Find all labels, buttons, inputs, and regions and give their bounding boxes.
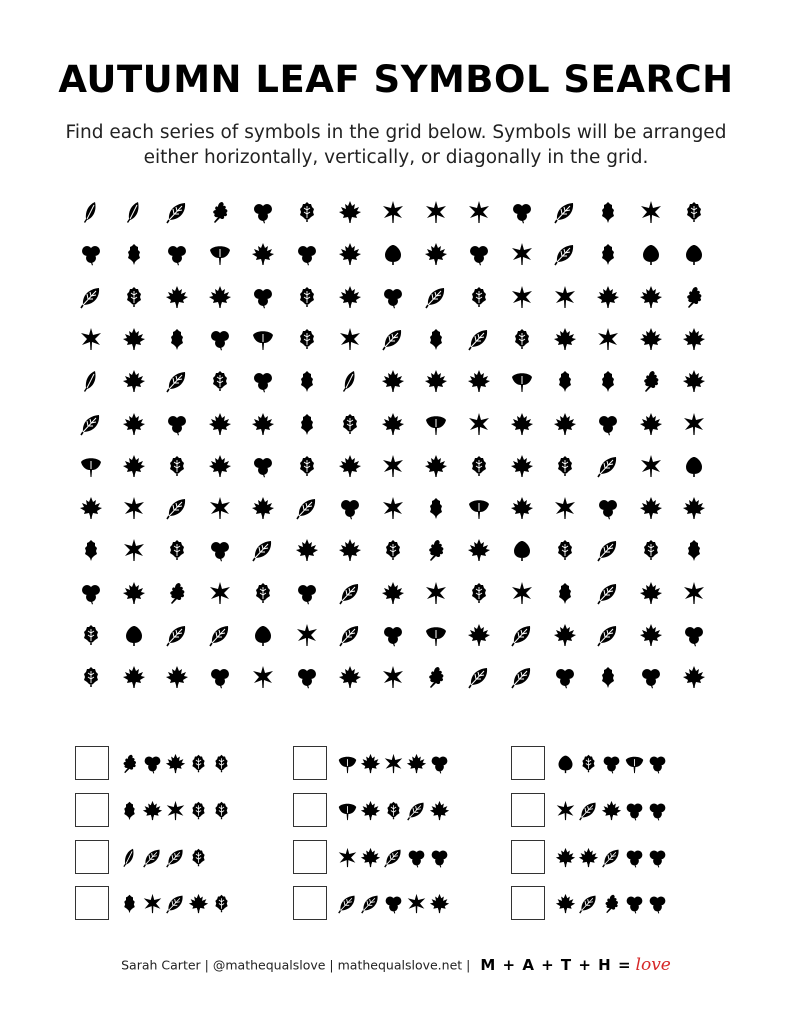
clover-leaf-icon xyxy=(596,496,620,520)
oak-leaf-icon xyxy=(165,581,189,605)
veined-leaf-icon xyxy=(596,454,620,478)
maple-leaf-icon xyxy=(424,369,448,393)
star-leaf-icon xyxy=(79,327,103,351)
maple-leaf-icon xyxy=(122,454,146,478)
clue-sequence xyxy=(337,800,452,822)
birch-leaf-icon xyxy=(165,538,189,562)
serrated-leaf-icon xyxy=(553,581,577,605)
birch-leaf-icon xyxy=(211,800,232,821)
maple-leaf-icon xyxy=(338,200,362,224)
footer-separator: | xyxy=(204,957,209,973)
veined-leaf-icon xyxy=(165,623,189,647)
clover-leaf-icon xyxy=(295,242,319,266)
serrated-leaf-icon xyxy=(596,665,620,689)
clover-leaf-icon xyxy=(510,200,534,224)
clue-sequence xyxy=(337,753,452,775)
birch-leaf-icon xyxy=(467,581,491,605)
maple-leaf-icon xyxy=(122,665,146,689)
star-leaf-icon xyxy=(467,412,491,436)
maple-leaf-icon xyxy=(122,412,146,436)
serrated-leaf-icon xyxy=(596,200,620,224)
clue-checkbox[interactable] xyxy=(293,886,327,920)
serrated-leaf-icon xyxy=(596,242,620,266)
clue-sequence xyxy=(555,753,670,775)
maple-leaf-icon xyxy=(682,327,706,351)
birch-leaf-icon xyxy=(165,454,189,478)
maple-leaf-icon xyxy=(467,369,491,393)
clue-checkbox[interactable] xyxy=(75,840,109,874)
veined-leaf-icon xyxy=(467,327,491,351)
maple-leaf-icon xyxy=(188,893,209,914)
clue-checkbox[interactable] xyxy=(511,886,545,920)
clover-leaf-icon xyxy=(429,753,450,774)
oak-leaf-icon xyxy=(601,893,622,914)
veined-leaf-icon xyxy=(338,623,362,647)
clue-checkbox[interactable] xyxy=(511,840,545,874)
veined-leaf-icon xyxy=(596,538,620,562)
birch-leaf-icon xyxy=(79,665,103,689)
aspen-leaf-icon xyxy=(122,623,146,647)
maple-leaf-icon xyxy=(122,581,146,605)
clover-leaf-icon xyxy=(624,893,645,914)
maple-leaf-icon xyxy=(142,800,163,821)
clue-checkbox[interactable] xyxy=(511,793,545,827)
veined-leaf-icon xyxy=(510,623,534,647)
birch-leaf-icon xyxy=(295,454,319,478)
star-leaf-icon xyxy=(424,200,448,224)
clover-leaf-icon xyxy=(208,327,232,351)
ginkgo-leaf-icon xyxy=(510,369,534,393)
birch-leaf-icon xyxy=(467,285,491,309)
maple-leaf-icon xyxy=(208,454,232,478)
birch-leaf-icon xyxy=(639,538,663,562)
maple-leaf-icon xyxy=(510,496,534,520)
oak-leaf-icon xyxy=(208,200,232,224)
star-leaf-icon xyxy=(295,623,319,647)
maple-leaf-icon xyxy=(251,496,275,520)
maple-leaf-icon xyxy=(381,581,405,605)
birch-leaf-icon xyxy=(295,285,319,309)
star-leaf-icon xyxy=(383,753,404,774)
clover-leaf-icon xyxy=(647,753,668,774)
feather-leaf-icon xyxy=(79,200,103,224)
clover-leaf-icon xyxy=(251,285,275,309)
maple-leaf-icon xyxy=(553,327,577,351)
veined-leaf-icon xyxy=(596,623,620,647)
ginkgo-leaf-icon xyxy=(208,242,232,266)
star-leaf-icon xyxy=(142,893,163,914)
maple-leaf-icon xyxy=(510,412,534,436)
star-leaf-icon xyxy=(555,800,576,821)
clue-sequence xyxy=(555,893,670,915)
ginkgo-leaf-icon xyxy=(624,753,645,774)
veined-leaf-icon xyxy=(383,847,404,868)
maple-leaf-icon xyxy=(338,665,362,689)
star-leaf-icon xyxy=(251,665,275,689)
maple-leaf-icon xyxy=(424,454,448,478)
maple-leaf-icon xyxy=(251,412,275,436)
clue-checkbox[interactable] xyxy=(293,746,327,780)
oak-leaf-icon xyxy=(424,665,448,689)
feather-leaf-icon xyxy=(79,369,103,393)
veined-leaf-icon xyxy=(165,496,189,520)
clue-checkbox[interactable] xyxy=(75,886,109,920)
oak-leaf-icon xyxy=(639,369,663,393)
birch-leaf-icon xyxy=(510,327,534,351)
clue-sequence xyxy=(337,847,452,869)
clue-checkbox[interactable] xyxy=(75,793,109,827)
serrated-leaf-icon xyxy=(553,369,577,393)
veined-leaf-icon xyxy=(360,893,381,914)
star-leaf-icon xyxy=(510,581,534,605)
maple-leaf-icon xyxy=(251,242,275,266)
maple-leaf-icon xyxy=(338,538,362,562)
serrated-leaf-icon xyxy=(596,369,620,393)
ginkgo-leaf-icon xyxy=(337,753,358,774)
clue-sequence xyxy=(555,800,670,822)
maple-leaf-icon xyxy=(165,665,189,689)
feather-leaf-icon xyxy=(338,369,362,393)
star-leaf-icon xyxy=(337,847,358,868)
star-leaf-icon xyxy=(510,285,534,309)
star-leaf-icon xyxy=(510,242,534,266)
birch-leaf-icon xyxy=(295,327,319,351)
veined-leaf-icon xyxy=(79,285,103,309)
serrated-leaf-icon xyxy=(119,893,140,914)
maple-leaf-icon xyxy=(467,538,491,562)
page-title: AUTUMN LEAF SYMBOL SEARCH xyxy=(58,58,734,101)
maple-leaf-icon xyxy=(295,538,319,562)
birch-leaf-icon xyxy=(188,847,209,868)
birch-leaf-icon xyxy=(295,200,319,224)
star-leaf-icon xyxy=(682,581,706,605)
clover-leaf-icon xyxy=(251,369,275,393)
maple-leaf-icon xyxy=(338,242,362,266)
veined-leaf-icon xyxy=(596,581,620,605)
star-leaf-icon xyxy=(381,496,405,520)
veined-leaf-icon xyxy=(553,200,577,224)
footer-separator: | xyxy=(466,957,471,973)
oak-leaf-icon xyxy=(682,285,706,309)
star-leaf-icon xyxy=(682,412,706,436)
ginkgo-leaf-icon xyxy=(337,800,358,821)
birch-leaf-icon xyxy=(383,800,404,821)
ginkgo-leaf-icon xyxy=(424,412,448,436)
aspen-leaf-icon xyxy=(639,242,663,266)
footer-handle: @mathequalslove xyxy=(212,957,326,973)
ginkgo-leaf-icon xyxy=(424,623,448,647)
birch-leaf-icon xyxy=(251,581,275,605)
footer-separator: | xyxy=(329,957,334,973)
clover-leaf-icon xyxy=(467,242,491,266)
serrated-leaf-icon xyxy=(122,242,146,266)
clover-leaf-icon xyxy=(647,800,668,821)
maple-leaf-icon xyxy=(639,496,663,520)
star-leaf-icon xyxy=(639,454,663,478)
maple-leaf-icon xyxy=(601,800,622,821)
clue-checkbox[interactable] xyxy=(293,793,327,827)
birch-leaf-icon xyxy=(211,753,232,774)
veined-leaf-icon xyxy=(467,665,491,689)
maple-leaf-icon xyxy=(555,893,576,914)
serrated-leaf-icon xyxy=(119,800,140,821)
clover-leaf-icon xyxy=(647,893,668,914)
oak-leaf-icon xyxy=(424,538,448,562)
maple-leaf-icon xyxy=(467,623,491,647)
clover-leaf-icon xyxy=(406,847,427,868)
ginkgo-leaf-icon xyxy=(467,496,491,520)
maple-leaf-icon xyxy=(122,327,146,351)
aspen-leaf-icon xyxy=(251,623,275,647)
clue-checkbox[interactable] xyxy=(75,746,109,780)
veined-leaf-icon xyxy=(165,200,189,224)
maple-leaf-icon xyxy=(165,285,189,309)
clover-leaf-icon xyxy=(208,665,232,689)
clover-leaf-icon xyxy=(624,847,645,868)
birch-leaf-icon xyxy=(211,893,232,914)
clover-leaf-icon xyxy=(553,665,577,689)
star-leaf-icon xyxy=(553,496,577,520)
clover-leaf-icon xyxy=(295,665,319,689)
maple-leaf-icon xyxy=(79,496,103,520)
aspen-leaf-icon xyxy=(555,753,576,774)
veined-leaf-icon xyxy=(337,893,358,914)
birch-leaf-icon xyxy=(578,753,599,774)
star-leaf-icon xyxy=(165,800,186,821)
birch-leaf-icon xyxy=(467,454,491,478)
veined-leaf-icon xyxy=(208,623,232,647)
clue-sequence xyxy=(119,893,234,915)
veined-leaf-icon xyxy=(601,847,622,868)
serrated-leaf-icon xyxy=(79,538,103,562)
maple-leaf-icon xyxy=(639,285,663,309)
maple-leaf-icon xyxy=(639,623,663,647)
serrated-leaf-icon xyxy=(295,412,319,436)
birch-leaf-icon xyxy=(381,538,405,562)
maple-leaf-icon xyxy=(510,454,534,478)
birch-leaf-icon xyxy=(188,800,209,821)
star-leaf-icon xyxy=(424,581,448,605)
birch-leaf-icon xyxy=(338,412,362,436)
veined-leaf-icon xyxy=(165,893,186,914)
veined-leaf-icon xyxy=(406,800,427,821)
star-leaf-icon xyxy=(208,496,232,520)
birch-leaf-icon xyxy=(682,200,706,224)
serrated-leaf-icon xyxy=(424,327,448,351)
star-leaf-icon xyxy=(553,285,577,309)
maple-leaf-icon xyxy=(381,412,405,436)
star-leaf-icon xyxy=(338,327,362,351)
footer-brand: M + A + T + H = xyxy=(480,956,632,974)
clue-checkbox[interactable] xyxy=(293,840,327,874)
birch-leaf-icon xyxy=(79,623,103,647)
star-leaf-icon xyxy=(122,496,146,520)
clover-leaf-icon xyxy=(208,538,232,562)
maple-leaf-icon xyxy=(406,753,427,774)
maple-leaf-icon xyxy=(429,800,450,821)
serrated-leaf-icon xyxy=(295,369,319,393)
maple-leaf-icon xyxy=(553,412,577,436)
serrated-leaf-icon xyxy=(682,538,706,562)
clue-sequence xyxy=(119,753,234,775)
footer xyxy=(0,955,792,975)
maple-leaf-icon xyxy=(682,496,706,520)
maple-leaf-icon xyxy=(360,800,381,821)
birch-leaf-icon xyxy=(553,454,577,478)
serrated-leaf-icon xyxy=(424,496,448,520)
clover-leaf-icon xyxy=(682,623,706,647)
veined-leaf-icon xyxy=(510,665,534,689)
veined-leaf-icon xyxy=(295,496,319,520)
clover-leaf-icon xyxy=(639,665,663,689)
maple-leaf-icon xyxy=(338,285,362,309)
oak-leaf-icon xyxy=(119,753,140,774)
clover-leaf-icon xyxy=(429,847,450,868)
maple-leaf-icon xyxy=(682,665,706,689)
clover-leaf-icon xyxy=(165,412,189,436)
birch-leaf-icon xyxy=(188,753,209,774)
star-leaf-icon xyxy=(639,200,663,224)
veined-leaf-icon xyxy=(578,893,599,914)
maple-leaf-icon xyxy=(208,285,232,309)
clover-leaf-icon xyxy=(295,581,319,605)
maple-leaf-icon xyxy=(381,369,405,393)
clover-leaf-icon xyxy=(381,623,405,647)
clover-leaf-icon xyxy=(142,753,163,774)
star-leaf-icon xyxy=(596,327,620,351)
clover-leaf-icon xyxy=(647,847,668,868)
clover-leaf-icon xyxy=(601,753,622,774)
star-leaf-icon xyxy=(381,665,405,689)
maple-leaf-icon xyxy=(424,242,448,266)
aspen-leaf-icon xyxy=(682,454,706,478)
veined-leaf-icon xyxy=(338,581,362,605)
maple-leaf-icon xyxy=(639,581,663,605)
star-leaf-icon xyxy=(381,200,405,224)
star-leaf-icon xyxy=(406,893,427,914)
clover-leaf-icon xyxy=(624,800,645,821)
maple-leaf-icon xyxy=(639,412,663,436)
birch-leaf-icon xyxy=(553,538,577,562)
veined-leaf-icon xyxy=(165,847,186,868)
feather-leaf-icon xyxy=(122,200,146,224)
veined-leaf-icon xyxy=(251,538,275,562)
ginkgo-leaf-icon xyxy=(79,454,103,478)
clue-sequence xyxy=(555,847,670,869)
clover-leaf-icon xyxy=(596,412,620,436)
clover-leaf-icon xyxy=(383,893,404,914)
maple-leaf-icon xyxy=(208,412,232,436)
maple-leaf-icon xyxy=(596,285,620,309)
maple-leaf-icon xyxy=(360,753,381,774)
serrated-leaf-icon xyxy=(165,327,189,351)
clue-sequence xyxy=(119,800,234,822)
veined-leaf-icon xyxy=(578,800,599,821)
clover-leaf-icon xyxy=(79,581,103,605)
clover-leaf-icon xyxy=(338,496,362,520)
veined-leaf-icon xyxy=(165,369,189,393)
maple-leaf-icon xyxy=(165,753,186,774)
maple-leaf-icon xyxy=(682,369,706,393)
veined-leaf-icon xyxy=(553,242,577,266)
aspen-leaf-icon xyxy=(510,538,534,562)
aspen-leaf-icon xyxy=(381,242,405,266)
clover-leaf-icon xyxy=(251,200,275,224)
maple-leaf-icon xyxy=(555,847,576,868)
maple-leaf-icon xyxy=(360,847,381,868)
veined-leaf-icon xyxy=(142,847,163,868)
feather-leaf-icon xyxy=(119,847,140,868)
veined-leaf-icon xyxy=(79,412,103,436)
star-leaf-icon xyxy=(381,454,405,478)
star-leaf-icon xyxy=(122,538,146,562)
maple-leaf-icon xyxy=(578,847,599,868)
clover-leaf-icon xyxy=(251,454,275,478)
veined-leaf-icon xyxy=(381,327,405,351)
footer-site: mathequalslove.net xyxy=(337,957,463,973)
star-leaf-icon xyxy=(208,581,232,605)
clover-leaf-icon xyxy=(79,242,103,266)
star-leaf-icon xyxy=(467,200,491,224)
aspen-leaf-icon xyxy=(682,242,706,266)
maple-leaf-icon xyxy=(639,327,663,351)
footer-author: Sarah Carter xyxy=(121,957,201,973)
ginkgo-leaf-icon xyxy=(251,327,275,351)
clover-leaf-icon xyxy=(381,285,405,309)
maple-leaf-icon xyxy=(122,369,146,393)
maple-leaf-icon xyxy=(429,893,450,914)
clue-sequence xyxy=(119,847,211,869)
footer-brand-love: love xyxy=(635,955,671,975)
instructions: Find each series of symbols in the grid below. Symbols will be arranged either horizontally, vertically, or diagonally in the grid. xyxy=(65,122,727,168)
clover-leaf-icon xyxy=(165,242,189,266)
maple-leaf-icon xyxy=(553,623,577,647)
maple-leaf-icon xyxy=(338,454,362,478)
birch-leaf-icon xyxy=(208,369,232,393)
clue-checkbox[interactable] xyxy=(511,746,545,780)
veined-leaf-icon xyxy=(424,285,448,309)
birch-leaf-icon xyxy=(122,285,146,309)
clue-sequence xyxy=(337,893,452,915)
